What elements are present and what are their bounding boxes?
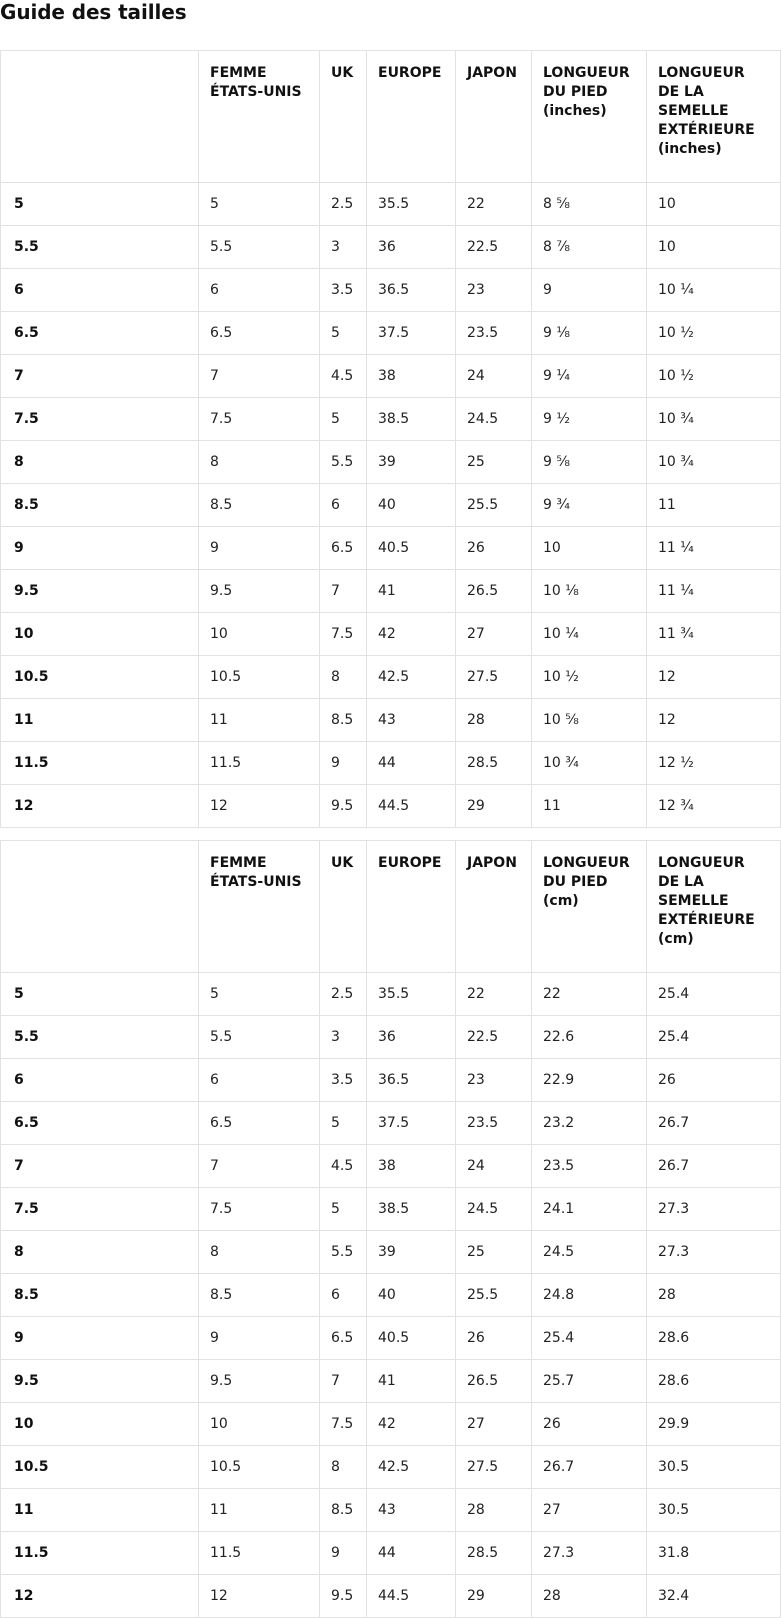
table-row: [1, 1446, 781, 1489]
uk-cell: 4.5: [320, 355, 367, 398]
japan-cell: 29: [456, 1575, 532, 1618]
foot-length-header: LONGUEUR DU PIED (inches): [532, 51, 647, 183]
table-row: [1, 1489, 781, 1532]
outsole-length-cell: 12: [647, 699, 781, 742]
japan-cell: 27: [456, 1403, 532, 1446]
outsole-length-cell: 30.5: [647, 1446, 781, 1489]
uk-cell: 5: [320, 398, 367, 441]
foot-length-cell: 10 ⅛: [532, 570, 647, 613]
foot-length-cell: 9 ¼: [532, 355, 647, 398]
europe-cell: 40.5: [367, 1317, 456, 1360]
table-row: [1, 1575, 781, 1618]
outsole-length-cell: 26.7: [647, 1102, 781, 1145]
europe-cell: 44.5: [367, 1575, 456, 1618]
table-row: [1, 699, 781, 742]
japan-cell: 26: [456, 1317, 532, 1360]
us-women-cell: 8: [199, 441, 320, 484]
us-women-cell: 8.5: [199, 484, 320, 527]
europe-cell: 36.5: [367, 1059, 456, 1102]
size-cell: 6: [1, 1059, 199, 1102]
foot-length-cell: 27: [532, 1489, 647, 1532]
outsole-length-cell: 11 ¼: [647, 570, 781, 613]
table-row: [1, 973, 781, 1016]
europe-cell: 38.5: [367, 398, 456, 441]
foot-length-cell: 25.7: [532, 1360, 647, 1403]
us-women-cell: 12: [199, 785, 320, 828]
japan-cell: 27: [456, 613, 532, 656]
japan-cell: 24: [456, 1145, 532, 1188]
japan-cell: 27.5: [456, 656, 532, 699]
outsole-length-cell: 10: [647, 226, 781, 269]
europe-cell: 38: [367, 1145, 456, 1188]
size-cell: 5: [1, 183, 199, 226]
foot-length-cell: 26: [532, 1403, 647, 1446]
foot-length-cell: 10 ⅝: [532, 699, 647, 742]
japan-cell: 23: [456, 1059, 532, 1102]
outsole-length-cell: 11: [647, 484, 781, 527]
size-cell: 12: [1, 785, 199, 828]
outsole-length-cell: 27.3: [647, 1231, 781, 1274]
size-cell: 5.5: [1, 1016, 199, 1059]
size-cell: 6.5: [1, 312, 199, 355]
europe-cell: 40.5: [367, 527, 456, 570]
size-cell: 9: [1, 527, 199, 570]
table-row: [1, 1360, 781, 1403]
us-women-cell: 6: [199, 269, 320, 312]
uk-cell: 5: [320, 1102, 367, 1145]
europe-cell: 37.5: [367, 1102, 456, 1145]
europe-cell: 38: [367, 355, 456, 398]
foot-length-cell: 11: [532, 785, 647, 828]
foot-length-cell: 27.3: [532, 1532, 647, 1575]
outsole-length-cell: 30.5: [647, 1489, 781, 1532]
uk-cell: 6.5: [320, 527, 367, 570]
foot-length-cell: 9 ¾: [532, 484, 647, 527]
uk-cell: 9.5: [320, 1575, 367, 1618]
europe-cell: 41: [367, 1360, 456, 1403]
table-row: [1, 484, 781, 527]
us-women-cell: 9.5: [199, 570, 320, 613]
japan-cell: 25.5: [456, 1274, 532, 1317]
uk-cell: 6.5: [320, 1317, 367, 1360]
table-row: [1, 570, 781, 613]
outsole-length-cell: 26: [647, 1059, 781, 1102]
japan-cell: 25: [456, 1231, 532, 1274]
europe-cell: 38.5: [367, 1188, 456, 1231]
table-row: [1, 1188, 781, 1231]
foot-length-cell: 8 ⅝: [532, 183, 647, 226]
table-row: [1, 441, 781, 484]
japan-header: JAPON: [456, 51, 532, 183]
japan-cell: 28: [456, 699, 532, 742]
europe-cell: 42.5: [367, 1446, 456, 1489]
japan-cell: 22.5: [456, 1016, 532, 1059]
page-title: Guide des tailles: [0, 0, 187, 24]
us-women-cell: 11: [199, 1489, 320, 1532]
uk-cell: 3.5: [320, 1059, 367, 1102]
uk-cell: 8: [320, 1446, 367, 1489]
europe-cell: 40: [367, 484, 456, 527]
size-cell: 11: [1, 699, 199, 742]
europe-cell: 35.5: [367, 973, 456, 1016]
size-cell: 9.5: [1, 570, 199, 613]
uk-cell: 2.5: [320, 973, 367, 1016]
size-cell: 12: [1, 1575, 199, 1618]
size-cell: 8: [1, 441, 199, 484]
uk-cell: 8.5: [320, 699, 367, 742]
us-women-cell: 9.5: [199, 1360, 320, 1403]
outsole-length-cell: 11 ¼: [647, 527, 781, 570]
table-row: [1, 1145, 781, 1188]
outsole-length-cell: 12 ¾: [647, 785, 781, 828]
table-row: [1, 312, 781, 355]
size-cell: 9.5: [1, 1360, 199, 1403]
europe-cell: 41: [367, 570, 456, 613]
table-row: [1, 656, 781, 699]
japan-cell: 29: [456, 785, 532, 828]
europe-cell: 42.5: [367, 656, 456, 699]
table-row: [1, 613, 781, 656]
outsole-length-cell: 29.9: [647, 1403, 781, 1446]
table-row: [1, 1059, 781, 1102]
europe-cell: 35.5: [367, 183, 456, 226]
table-row: [1, 1102, 781, 1145]
uk-cell: 5: [320, 1188, 367, 1231]
us-women-cell: 6: [199, 1059, 320, 1102]
size-cell: 9: [1, 1317, 199, 1360]
europe-cell: 36: [367, 226, 456, 269]
outsole-length-cell: 12 ½: [647, 742, 781, 785]
size-cell: 7: [1, 1145, 199, 1188]
europe-cell: 39: [367, 1231, 456, 1274]
europe-cell: 42: [367, 1403, 456, 1446]
us-women-cell: 5: [199, 973, 320, 1016]
size-cell: 10.5: [1, 1446, 199, 1489]
foot-length-cell: 9 ½: [532, 398, 647, 441]
foot-length-cell: 9: [532, 269, 647, 312]
uk-cell: 5.5: [320, 1231, 367, 1274]
table-row: [1, 1016, 781, 1059]
table-body: [1, 973, 781, 1618]
us-women-cell: 6.5: [199, 1102, 320, 1145]
foot-length-cell: 22.9: [532, 1059, 647, 1102]
size-cell: 7.5: [1, 1188, 199, 1231]
outsole-length-cell: 32.4: [647, 1575, 781, 1618]
uk-header: UK: [320, 841, 367, 973]
foot-length-cell: 24.1: [532, 1188, 647, 1231]
size-cell: 10.5: [1, 656, 199, 699]
japan-cell: 24.5: [456, 398, 532, 441]
table-row: [1, 355, 781, 398]
outsole-length-cell: 12: [647, 656, 781, 699]
foot-length-cell: 28: [532, 1575, 647, 1618]
outsole-length-cell: 28.6: [647, 1317, 781, 1360]
japan-cell: 28.5: [456, 1532, 532, 1575]
europe-cell: 36: [367, 1016, 456, 1059]
uk-cell: 5.5: [320, 441, 367, 484]
foot-length-cell: 23.2: [532, 1102, 647, 1145]
uk-cell: 2.5: [320, 183, 367, 226]
us-women-cell: 10.5: [199, 656, 320, 699]
size-cell: 7.5: [1, 398, 199, 441]
japan-header: JAPON: [456, 841, 532, 973]
uk-cell: 6: [320, 1274, 367, 1317]
japan-cell: 27.5: [456, 1446, 532, 1489]
outsole-length-cell: 10: [647, 183, 781, 226]
uk-cell: 6: [320, 484, 367, 527]
outsole-length-cell: 25.4: [647, 1016, 781, 1059]
size-cell: 5: [1, 973, 199, 1016]
size-cell: 11.5: [1, 1532, 199, 1575]
japan-cell: 24: [456, 355, 532, 398]
outsole-length-cell: 31.8: [647, 1532, 781, 1575]
japan-cell: 26.5: [456, 1360, 532, 1403]
us-women-header: FEMME ÉTATS-UNIS: [199, 841, 320, 973]
outsole-length-cell: 28: [647, 1274, 781, 1317]
europe-header: EUROPE: [367, 51, 456, 183]
table-row: [1, 226, 781, 269]
us-women-cell: 10: [199, 613, 320, 656]
outsole-length-cell: 11 ¾: [647, 613, 781, 656]
table-row: [1, 1532, 781, 1575]
outsole-length-header: LONGUEUR DE LA SEMELLE EXTÉRIEURE (cm): [647, 841, 781, 973]
outsole-length-cell: 25.4: [647, 973, 781, 1016]
us-women-cell: 11.5: [199, 1532, 320, 1575]
japan-cell: 28: [456, 1489, 532, 1532]
size-header: [1, 51, 199, 183]
japan-cell: 23.5: [456, 312, 532, 355]
japan-cell: 22: [456, 183, 532, 226]
us-women-cell: 10: [199, 1403, 320, 1446]
foot-length-cell: 22.6: [532, 1016, 647, 1059]
japan-cell: 23.5: [456, 1102, 532, 1145]
foot-length-cell: 22: [532, 973, 647, 1016]
japan-cell: 25.5: [456, 484, 532, 527]
table-row: [1, 269, 781, 312]
table-row: [1, 742, 781, 785]
foot-length-cell: 23.5: [532, 1145, 647, 1188]
foot-length-cell: 10: [532, 527, 647, 570]
foot-length-header: LONGUEUR DU PIED (cm): [532, 841, 647, 973]
japan-cell: 23: [456, 269, 532, 312]
table-row: [1, 183, 781, 226]
foot-length-cell: 10 ½: [532, 656, 647, 699]
europe-cell: 36.5: [367, 269, 456, 312]
europe-cell: 40: [367, 1274, 456, 1317]
outsole-length-cell: 10 ¼: [647, 269, 781, 312]
uk-cell: 5: [320, 312, 367, 355]
uk-cell: 7.5: [320, 1403, 367, 1446]
uk-cell: 3: [320, 226, 367, 269]
outsole-length-cell: 28.6: [647, 1360, 781, 1403]
foot-length-cell: 24.8: [532, 1274, 647, 1317]
outsole-length-cell: 10 ½: [647, 312, 781, 355]
europe-cell: 39: [367, 441, 456, 484]
europe-cell: 37.5: [367, 312, 456, 355]
outsole-length-cell: 10 ¾: [647, 441, 781, 484]
size-cell: 8: [1, 1231, 199, 1274]
us-women-header: FEMME ÉTATS-UNIS: [199, 51, 320, 183]
japan-cell: 22.5: [456, 226, 532, 269]
size-table-inches: [0, 50, 781, 828]
size-cell: 5.5: [1, 226, 199, 269]
outsole-length-cell: 26.7: [647, 1145, 781, 1188]
size-header: [1, 841, 199, 973]
uk-cell: 8: [320, 656, 367, 699]
table-row: [1, 1403, 781, 1446]
table-row: [1, 1317, 781, 1360]
size-cell: 7: [1, 355, 199, 398]
japan-cell: 28.5: [456, 742, 532, 785]
uk-cell: 3: [320, 1016, 367, 1059]
foot-length-cell: 9 ⅛: [532, 312, 647, 355]
us-women-cell: 12: [199, 1575, 320, 1618]
uk-cell: 9.5: [320, 785, 367, 828]
header-row: [1, 51, 781, 183]
size-cell: 11: [1, 1489, 199, 1532]
europe-header: EUROPE: [367, 841, 456, 973]
japan-cell: 26: [456, 527, 532, 570]
size-cell: 10: [1, 613, 199, 656]
table-row: [1, 527, 781, 570]
table-header: [1, 51, 781, 183]
uk-cell: 8.5: [320, 1489, 367, 1532]
header-row: [1, 841, 781, 973]
us-women-cell: 5.5: [199, 1016, 320, 1059]
uk-header: UK: [320, 51, 367, 183]
foot-length-cell: 8 ⅞: [532, 226, 647, 269]
size-cell: 8.5: [1, 484, 199, 527]
europe-cell: 42: [367, 613, 456, 656]
size-cell: 10: [1, 1403, 199, 1446]
europe-cell: 43: [367, 699, 456, 742]
japan-cell: 22: [456, 973, 532, 1016]
table-header: [1, 841, 781, 973]
us-women-cell: 9: [199, 1317, 320, 1360]
us-women-cell: 6.5: [199, 312, 320, 355]
europe-cell: 43: [367, 1489, 456, 1532]
size-table-cm: [0, 840, 781, 1618]
foot-length-cell: 24.5: [532, 1231, 647, 1274]
us-women-cell: 8: [199, 1231, 320, 1274]
outsole-length-header: LONGUEUR DE LA SEMELLE EXTÉRIEURE (inches): [647, 51, 781, 183]
us-women-cell: 7: [199, 1145, 320, 1188]
europe-cell: 44.5: [367, 785, 456, 828]
us-women-cell: 10.5: [199, 1446, 320, 1489]
us-women-cell: 9: [199, 527, 320, 570]
outsole-length-cell: 27.3: [647, 1188, 781, 1231]
us-women-cell: 11: [199, 699, 320, 742]
uk-cell: 4.5: [320, 1145, 367, 1188]
us-women-cell: 8.5: [199, 1274, 320, 1317]
size-cell: 6: [1, 269, 199, 312]
table-row: [1, 1274, 781, 1317]
uk-cell: 9: [320, 1532, 367, 1575]
us-women-cell: 7.5: [199, 1188, 320, 1231]
size-cell: 8.5: [1, 1274, 199, 1317]
uk-cell: 7: [320, 570, 367, 613]
japan-cell: 24.5: [456, 1188, 532, 1231]
foot-length-cell: 9 ⅝: [532, 441, 647, 484]
foot-length-cell: 25.4: [532, 1317, 647, 1360]
table-row: [1, 785, 781, 828]
uk-cell: 9: [320, 742, 367, 785]
uk-cell: 3.5: [320, 269, 367, 312]
size-cell: 11.5: [1, 742, 199, 785]
size-cell: 6.5: [1, 1102, 199, 1145]
us-women-cell: 7.5: [199, 398, 320, 441]
outsole-length-cell: 10 ½: [647, 355, 781, 398]
japan-cell: 25: [456, 441, 532, 484]
us-women-cell: 7: [199, 355, 320, 398]
us-women-cell: 5.5: [199, 226, 320, 269]
foot-length-cell: 10 ¼: [532, 613, 647, 656]
table-row: [1, 398, 781, 441]
uk-cell: 7.5: [320, 613, 367, 656]
europe-cell: 44: [367, 1532, 456, 1575]
outsole-length-cell: 10 ¾: [647, 398, 781, 441]
europe-cell: 44: [367, 742, 456, 785]
us-women-cell: 5: [199, 183, 320, 226]
foot-length-cell: 26.7: [532, 1446, 647, 1489]
us-women-cell: 11.5: [199, 742, 320, 785]
foot-length-cell: 10 ¾: [532, 742, 647, 785]
uk-cell: 7: [320, 1360, 367, 1403]
table-body: [1, 183, 781, 828]
japan-cell: 26.5: [456, 570, 532, 613]
table-row: [1, 1231, 781, 1274]
